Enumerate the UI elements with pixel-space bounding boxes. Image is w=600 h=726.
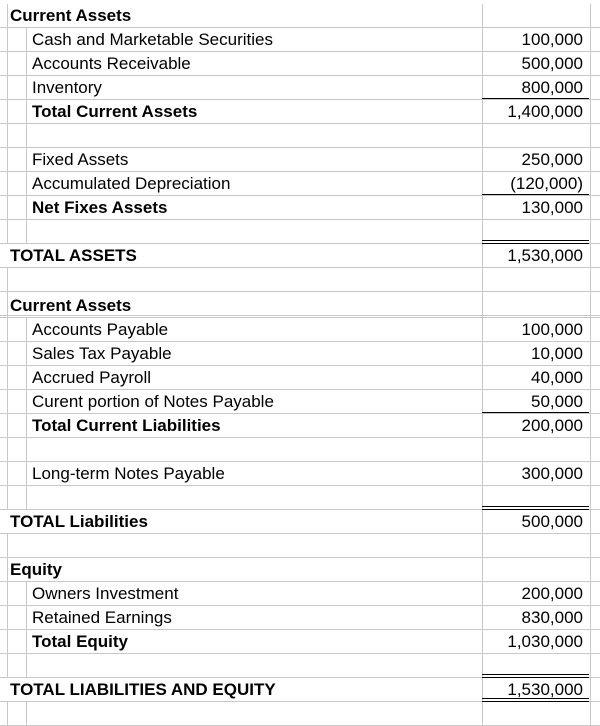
equity-header: Equity bbox=[10, 560, 62, 579]
owners-investment-label: Owners Investment bbox=[32, 584, 179, 603]
sales-tax-value: 10,000 bbox=[531, 344, 583, 363]
blank-row[interactable] bbox=[0, 654, 600, 678]
total-current-assets-label: Total Current Assets bbox=[32, 102, 198, 121]
blank-row[interactable] bbox=[0, 534, 600, 558]
total-row[interactable] bbox=[0, 510, 600, 534]
sheet-row[interactable] bbox=[0, 462, 600, 486]
blank-row[interactable] bbox=[0, 268, 600, 292]
receivables-value: 500,000 bbox=[521, 54, 583, 73]
sheet-row[interactable] bbox=[0, 342, 600, 366]
subtotal-underline bbox=[482, 194, 589, 195]
blank-row[interactable] bbox=[0, 220, 600, 244]
fixed-assets-label: Fixed Assets bbox=[32, 150, 129, 169]
sheet-row[interactable] bbox=[0, 196, 600, 220]
net-fixed-assets-value: 130,000 bbox=[521, 198, 583, 217]
sheet-row[interactable] bbox=[0, 52, 600, 76]
accrued-payroll-value: 40,000 bbox=[531, 368, 583, 387]
depreciation-value: (120,000) bbox=[510, 174, 583, 193]
grand-total-label: TOTAL LIABILITIES AND EQUITY bbox=[10, 680, 276, 699]
liabilities-header: Current Assets bbox=[10, 296, 132, 315]
blank-row[interactable] bbox=[0, 124, 600, 148]
accounts-payable-label: Accounts Payable bbox=[32, 320, 169, 339]
total-liabilities-label: TOTAL Liabilities bbox=[10, 512, 148, 531]
subtotal-underline bbox=[482, 98, 589, 99]
subtotal-underline bbox=[482, 412, 589, 413]
accrued-payroll-label: Accrued Payroll bbox=[32, 368, 152, 387]
retained-earnings-label: Retained Earnings bbox=[32, 608, 172, 627]
sheet-row[interactable] bbox=[0, 100, 600, 124]
long-term-notes-label: Long-term Notes Payable bbox=[32, 464, 225, 483]
accounts-payable-value: 100,000 bbox=[521, 320, 583, 339]
receivables-label: Accounts Receivable bbox=[32, 54, 191, 73]
total-equity-value: 1,030,000 bbox=[507, 632, 583, 651]
fixed-assets-value: 250,000 bbox=[521, 150, 583, 169]
total-row[interactable] bbox=[0, 244, 600, 268]
notes-current-value: 50,000 bbox=[531, 392, 583, 411]
sheet-row[interactable] bbox=[0, 148, 600, 172]
sheet-row[interactable] bbox=[0, 582, 600, 606]
sales-tax-label: Sales Tax Payable bbox=[32, 344, 172, 363]
inventory-label: Inventory bbox=[32, 78, 102, 97]
section-header-row[interactable] bbox=[0, 294, 600, 318]
cash-value: 100,000 bbox=[521, 30, 583, 49]
total-assets-value: 1,530,000 bbox=[507, 246, 583, 265]
current-assets-header: Current Assets bbox=[10, 6, 132, 25]
sheet-row[interactable] bbox=[0, 28, 600, 52]
blank-row[interactable] bbox=[0, 702, 600, 726]
total-current-liabilities-label: Total Current Liabilities bbox=[32, 416, 221, 435]
grand-total-value: 1,530,000 bbox=[507, 680, 583, 699]
total-current-liabilities-value: 200,000 bbox=[521, 416, 583, 435]
owners-investment-value: 200,000 bbox=[521, 584, 583, 603]
total-equity-label: Total Equity bbox=[32, 632, 129, 651]
long-term-notes-value: 300,000 bbox=[521, 464, 583, 483]
sheet-row[interactable] bbox=[0, 414, 600, 438]
section-header-row[interactable] bbox=[0, 4, 600, 28]
sheet-row[interactable] bbox=[0, 630, 600, 654]
blank-row[interactable] bbox=[0, 486, 600, 510]
total-assets-label: TOTAL ASSETS bbox=[10, 246, 137, 265]
retained-earnings-value: 830,000 bbox=[521, 608, 583, 627]
total-current-assets-value: 1,400,000 bbox=[507, 102, 583, 121]
blank-row[interactable] bbox=[0, 438, 600, 462]
notes-current-label: Curent portion of Notes Payable bbox=[32, 392, 274, 411]
cash-label: Cash and Marketable Securities bbox=[32, 30, 273, 49]
inventory-value: 800,000 bbox=[521, 78, 583, 97]
sheet-row[interactable] bbox=[0, 390, 600, 414]
sheet-row[interactable] bbox=[0, 76, 600, 100]
total-row[interactable] bbox=[0, 678, 600, 702]
total-liabilities-value: 500,000 bbox=[521, 512, 583, 531]
sheet-row[interactable] bbox=[0, 172, 600, 196]
depreciation-label: Accumulated Depreciation bbox=[32, 174, 231, 193]
sheet-row[interactable] bbox=[0, 366, 600, 390]
sheet-row[interactable] bbox=[0, 606, 600, 630]
sheet-row[interactable] bbox=[0, 318, 600, 342]
section-header-row[interactable] bbox=[0, 558, 600, 582]
net-fixed-assets-label: Net Fixes Assets bbox=[32, 198, 168, 217]
